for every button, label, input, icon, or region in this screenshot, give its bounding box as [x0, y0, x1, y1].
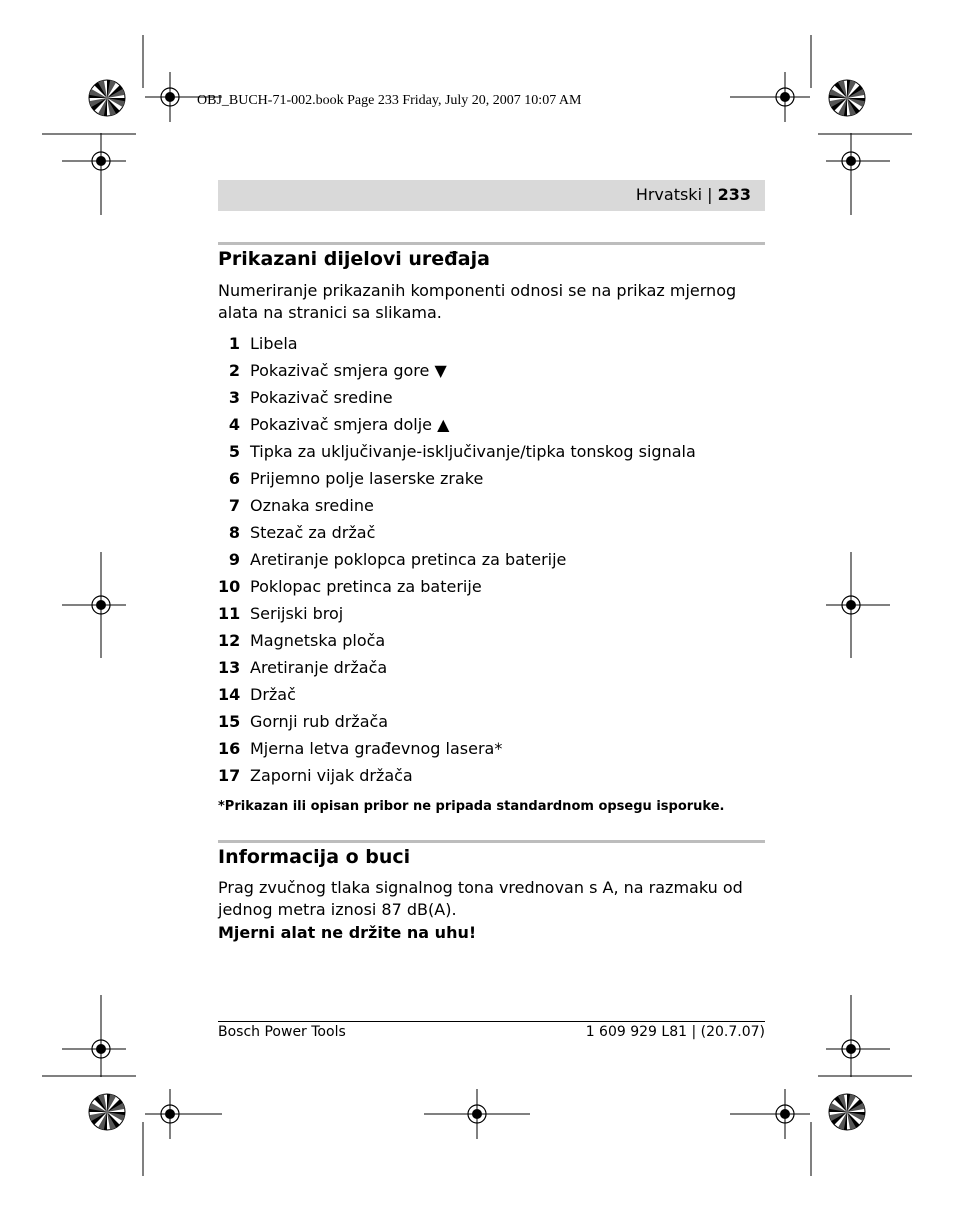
header-language: Hrvatski [635, 185, 703, 204]
item-number: 13 [218, 658, 241, 677]
item-number: 1 [228, 334, 240, 353]
list-item [218, 602, 765, 629]
safety-warning: Mjerni alat ne držite na uhu! [218, 923, 477, 942]
item-text: Poklopac pretinca za baterije [250, 577, 482, 596]
list-item [218, 629, 765, 656]
item-text: Oznaka sredine [250, 496, 374, 515]
section-divider [218, 242, 765, 245]
header-page-number: 233 [717, 185, 751, 204]
item-number: 6 [228, 469, 240, 488]
item-text: Gornji rub držača [250, 712, 389, 731]
item-text: Pokazivač smjera dolje ▲ [250, 415, 450, 434]
footer-publisher: Bosch Power Tools [218, 1024, 346, 1040]
item-text: Aretiranje držača [250, 658, 388, 677]
item-text: Magnetska ploča [250, 631, 386, 650]
item-number: 2 [228, 361, 240, 380]
list-item [218, 440, 765, 467]
section-intro: Numeriranje prikazanih komponenti odnosi se na prikaz mjernog alata na stranici sa slikama. [218, 281, 737, 322]
item-text: Aretiranje poklopca pretinca za baterije [250, 550, 567, 569]
list-item [218, 386, 765, 413]
item-number: 16 [218, 739, 241, 758]
list-item [218, 656, 765, 683]
item-number: 11 [218, 604, 241, 623]
list-item [218, 710, 765, 737]
item-number: 10 [218, 577, 241, 596]
item-text: Libela [250, 334, 298, 353]
item-text: Tipka za uključivanje-isključivanje/tipka tonskog signala [250, 442, 696, 461]
component-list [218, 332, 765, 791]
item-number: 17 [218, 766, 241, 785]
noise-info-text: Prag zvučnog tlaka signalnog tona vrednovan s A, na razmaku od jednog metra iznosi 87 dB(A). [218, 878, 743, 919]
list-item [218, 548, 765, 575]
item-text: Prijemno polje laserske zrake [250, 469, 484, 488]
list-item [218, 332, 765, 359]
item-number: 7 [228, 496, 240, 515]
item-number: 9 [228, 550, 240, 569]
page-header-text [636, 185, 751, 204]
list-item [218, 521, 765, 548]
footer-doc-number: 1 609 929 L81 | (20.7.07) [585, 1024, 765, 1040]
section-title: Informacija o buci [218, 846, 411, 868]
item-number: 15 [218, 712, 241, 731]
item-text: Stezač za držač [250, 523, 376, 542]
item-number: 12 [218, 631, 241, 650]
list-item [218, 575, 765, 602]
footer-rule [218, 1021, 765, 1022]
header-separator: | [707, 185, 713, 204]
item-text: Mjerna letva građevnog lasera* [250, 739, 503, 758]
item-number: 8 [228, 523, 240, 542]
item-number: 3 [228, 388, 240, 407]
list-item [218, 359, 765, 386]
section-divider [218, 840, 765, 843]
section-title: Prikazani dijelovi uređaja [218, 248, 490, 270]
list-item [218, 683, 765, 710]
list-item [218, 494, 765, 521]
item-text: Zaporni vijak držača [250, 766, 413, 785]
file-print-header: OBJ_BUCH-71-002.book Page 233 Friday, July 20, 2007 10:07 AM [197, 93, 582, 108]
item-number: 14 [218, 685, 241, 704]
item-number: 4 [228, 415, 240, 434]
item-text: Pokazivač smjera gore ▼ [250, 361, 447, 380]
list-item [218, 467, 765, 494]
list-item [218, 764, 765, 791]
item-text: Držač [250, 685, 296, 704]
item-text: Serijski broj [250, 604, 344, 623]
page-header-band [218, 180, 765, 211]
accessory-footnote: *Prikazan ili opisan pribor ne pripada standardnom opsegu isporuke. [218, 799, 725, 814]
item-text: Pokazivač sredine [250, 388, 393, 407]
list-item [218, 413, 765, 440]
list-item [218, 737, 765, 764]
item-number: 5 [228, 442, 240, 461]
